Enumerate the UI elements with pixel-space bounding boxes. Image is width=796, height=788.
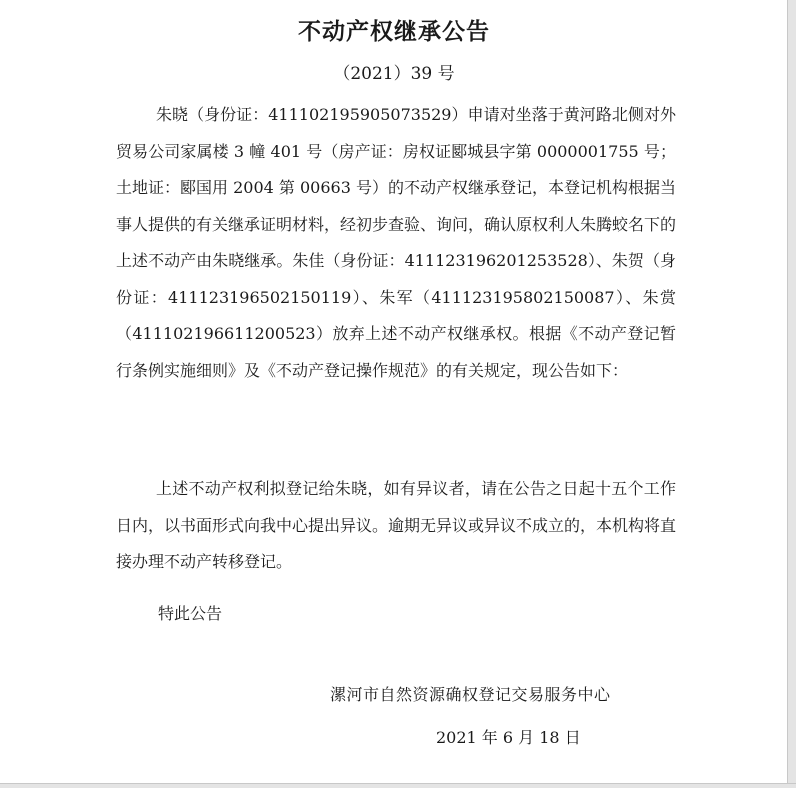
- window-bottom-border: [0, 783, 796, 788]
- issue-date: 2021 年 6 月 18 日: [436, 728, 581, 747]
- issuing-organization: 漯河市自然资源确权登记交易服务中心: [330, 685, 611, 704]
- body-paragraph-2: 上述不动产权利拟登记给朱晓，如有异议者，请在公告之日起十五个工作日内，以书面形式向我中心提出异议。逾期无异议或异议不成立的，本机构将直接办理不动产转移登记。: [116, 479, 677, 571]
- document-number: （2021）39 号: [333, 64, 455, 84]
- body-paragraph-1: 朱晓（身份证：411102195905073529）申请对坐落于黄河路北侧对外贸易公司家属楼 3 幢 401 号（房产证：房权证郾城县字第 0000001755 号；土地证：郾国用 2004 第 00663 号）的不动产权继承登记，本登记机构根据当事人提供的有关继承证明材料，经初步查验、询问，确认原权利人朱腾蛟名下的上述不动产由朱晓继承。朱佳（身份证：411123196201253528）、朱贺（身份证：411123196502150119）、朱军（411123195802150087）、朱赏（411102196611200523）放弃上述不动产权继承权。根据《不动产登记暂行条例实施细则》及《不动产登记操作规范》的有关规定，现公告如下：: [116, 105, 677, 380]
- window-right-border: [787, 0, 796, 788]
- closing-phrase: 特此公告: [158, 604, 223, 623]
- document-title: 不动产权继承公告: [298, 18, 490, 45]
